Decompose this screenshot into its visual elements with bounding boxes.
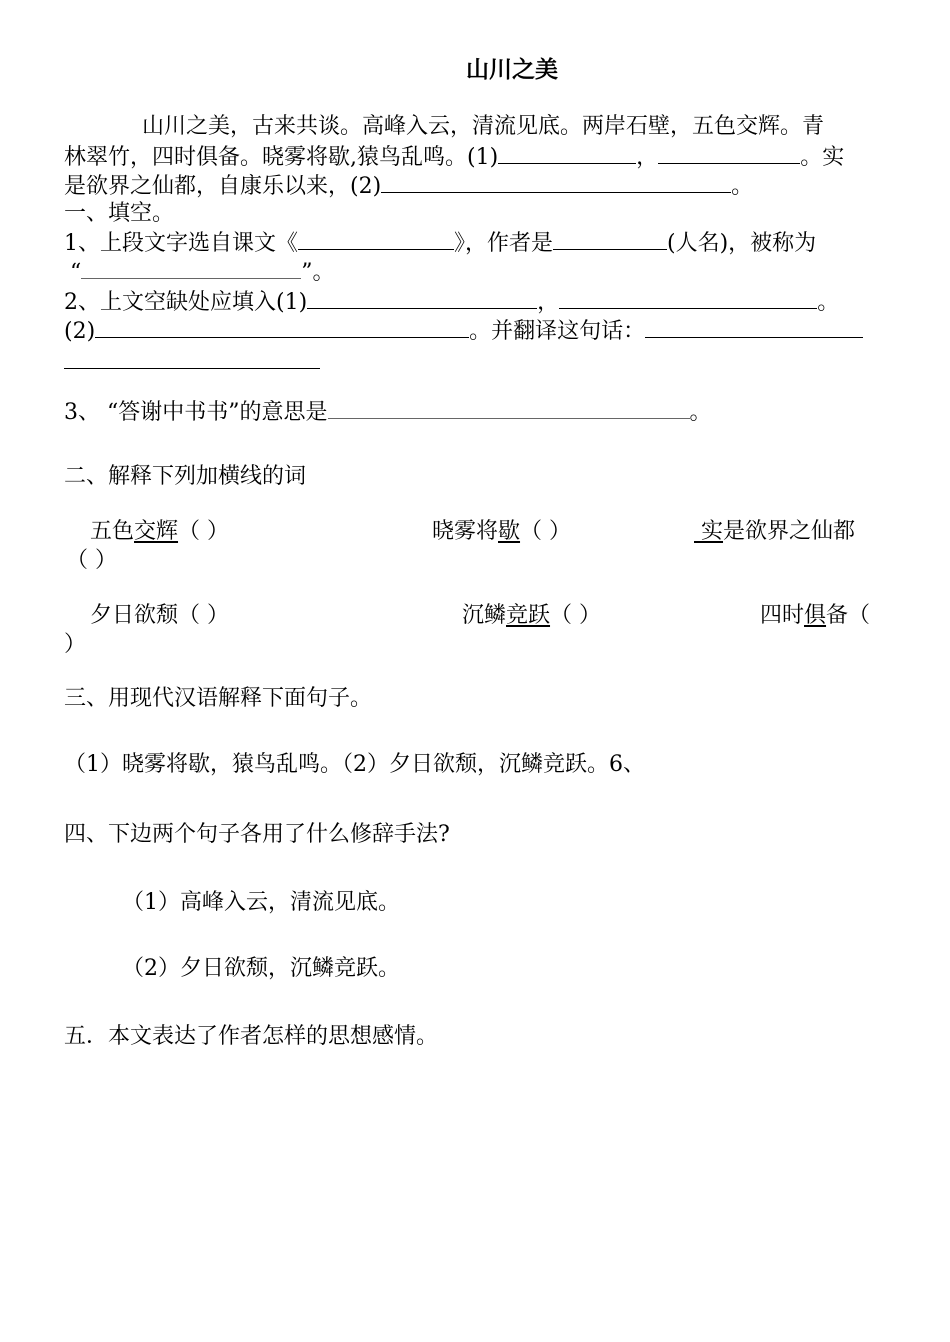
punctuation: 。 xyxy=(731,174,754,199)
answer-paren[interactable]: （ ） xyxy=(520,519,572,544)
answer-blank[interactable] xyxy=(559,288,817,309)
question-text: 》，作者是 xyxy=(454,231,554,256)
answer-paren[interactable]: （ ） xyxy=(178,603,230,628)
underlined-word: 实 xyxy=(701,519,724,544)
passage-text: 林翠竹，四时俱备。晓雾将歇,猿鸟乱鸣。(1) xyxy=(64,145,499,170)
punctuation: ， xyxy=(537,290,560,315)
vocab-text: 五色 xyxy=(90,519,135,544)
page-title: 山川之美 xyxy=(466,56,558,83)
answer-blank[interactable] xyxy=(381,172,731,193)
answer-paren[interactable]: （ ） xyxy=(178,519,230,544)
passage-text: 是欲界之仙都，自康乐以来，(2) xyxy=(64,174,382,199)
vocab-text: 晓雾将 xyxy=(432,519,499,544)
vocab-item xyxy=(462,603,601,629)
answer-line[interactable] xyxy=(64,368,320,369)
answer-blank[interactable] xyxy=(298,229,454,250)
answer-paren[interactable]: （ ） xyxy=(66,548,117,573)
answer-blank[interactable] xyxy=(498,143,636,164)
section-heading-2: 二、解释下列加横线的词 xyxy=(64,464,307,489)
sentence-list: （1）晓雾将歇，猿鸟乱鸣。（2）夕日欲颓，沉鳞竞跃。6、 xyxy=(64,752,645,777)
passage-line-2 xyxy=(64,143,844,171)
vocab-item xyxy=(760,603,870,629)
passage-line-1: 山川之美，古来共谈。高峰入云，清流见底。两岸石壁，五色交辉。青 xyxy=(142,114,825,139)
vocab-item xyxy=(90,603,229,629)
answer-blank[interactable] xyxy=(328,398,690,419)
question-text: (2) xyxy=(64,319,96,344)
question-1 xyxy=(64,229,816,257)
question-text: (人名)，被称为 xyxy=(667,231,817,256)
vocab-item xyxy=(694,519,855,545)
answer-paren-open[interactable]: （ xyxy=(848,603,871,628)
vocab-text: 沉鳞 xyxy=(462,603,507,628)
vocab-text: 夕日欲颓 xyxy=(90,603,179,628)
quote-mark: ”。 xyxy=(301,260,335,285)
vocab-item xyxy=(432,519,571,545)
answer-blank[interactable] xyxy=(307,288,537,309)
answer-blank[interactable] xyxy=(645,317,863,338)
sentence-1: （1）高峰入云，清流见底。 xyxy=(122,890,400,915)
answer-blank[interactable] xyxy=(81,258,301,279)
punctuation: ， xyxy=(636,145,659,170)
question-text: 2、上文空缺处应填入(1) xyxy=(64,290,308,315)
quote-mark: “ xyxy=(70,260,82,285)
vocab-text: 四时 xyxy=(760,603,805,628)
answer-blank[interactable] xyxy=(658,143,800,164)
answer-paren-close[interactable]: ） xyxy=(64,632,87,657)
question-text: 3、 “答谢中书书”的意思是 xyxy=(64,400,328,425)
question-3 xyxy=(64,398,712,426)
answer-paren[interactable]: （ ） xyxy=(550,603,602,628)
punctuation: 。 xyxy=(817,290,840,315)
punctuation: 。 xyxy=(689,400,712,425)
question-1-cont xyxy=(70,258,335,286)
vocab-item xyxy=(90,519,229,545)
underlined-word: 俱 xyxy=(804,603,827,628)
section-heading-4: 四、下边两个句子各用了什么修辞手法? xyxy=(64,822,450,847)
underlined-word: 竞跃 xyxy=(506,603,551,628)
vocab-text: 是欲界之仙都 xyxy=(723,519,856,544)
section-heading-5: 五．本文表达了作者怎样的思想感情。 xyxy=(64,1024,439,1049)
underlined-word: 交辉 xyxy=(134,519,179,544)
question-2-cont xyxy=(64,317,863,345)
sentence-2: （2）夕日欲颓，沉鳞竞跃。 xyxy=(122,956,400,981)
question-2 xyxy=(64,288,839,316)
section-heading-3: 三、用现代汉语解释下面句子。 xyxy=(64,686,373,711)
punctuation: 。实 xyxy=(800,145,845,170)
underlined-word: 歇 xyxy=(498,519,521,544)
question-text: 。并翻译这句话： xyxy=(469,319,646,344)
section-heading-1: 一、填空。 xyxy=(64,201,175,226)
answer-blank[interactable] xyxy=(95,317,469,338)
answer-blank[interactable] xyxy=(553,229,667,250)
question-text: 1、上段文字选自课文《 xyxy=(64,231,298,256)
passage-line-3 xyxy=(64,172,753,200)
vocab-text: 备 xyxy=(826,603,849,628)
